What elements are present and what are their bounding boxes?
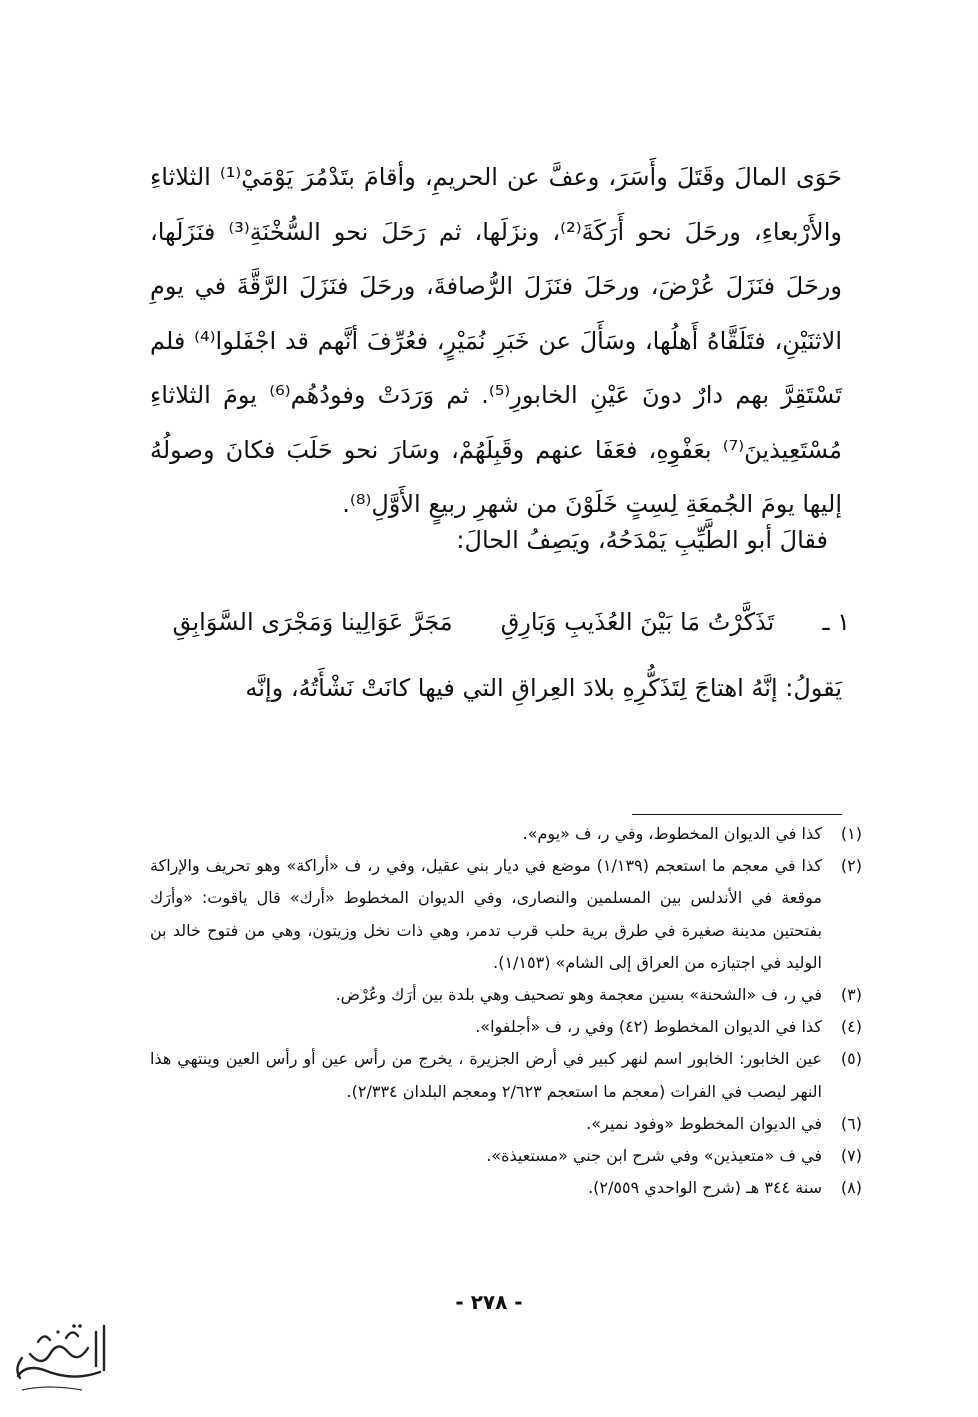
verse-introduction: فقالَ أبو الطَّيِّبِ يَمْدَحُهُ، ويَصِفُ الحالَ: (456, 526, 828, 554)
footnote-number: (٤) (840, 1017, 862, 1037)
footnote (150, 1108, 862, 1140)
footnote-number: (٥) (840, 1049, 862, 1069)
verse-number: ١ ـ (822, 608, 850, 636)
footnote (150, 1172, 862, 1204)
footnote (150, 818, 862, 850)
footnote-number: (٦) (840, 1113, 862, 1133)
footnote-text: في ف «متعيذين» وفي شرح ابن جني «مستعيذة». (486, 1146, 822, 1166)
footnote-number: (١) (840, 824, 862, 843)
footnote-text: كذا في الديوان المخطوط (٤٢) وفي ر، ف «أجلفوا». (475, 1017, 822, 1037)
footnote-text: عين الخابور: الخابور اسم لنهر كبير في أرض الجزيرة ، يخرج من رأس عين أو رأس العين وينتهي هذا النهر ليصب في الفرات (معجم ما استعجم ٢/٦٢٣ ومعجم البلدان ٢/٣٣٤). (150, 1049, 822, 1101)
verse-commentary: يَقولُ: إنَّهُ اهتاجَ لِتَذَكُّرِهِ بلادَ العِراقِ التي فيها كانَتْ نَشْأَتُهُ، وإنَّه (245, 674, 842, 702)
verse-first-hemistich: تَذَكَّرْتُ مَا بَيْنَ العُذَيبِ وَبَارِقِ (500, 608, 775, 636)
footnote-number: (٧) (840, 1146, 862, 1166)
footnote (150, 1043, 862, 1107)
page-number: - ٢٧٨ - (455, 1290, 523, 1314)
footnote-text: في ر، ف «الشحنة» بسين معجمة وهو تصحيف وهي بلدة بين أرَك وعُرْض. (335, 985, 822, 1005)
footnote-number: (٢) (840, 856, 862, 876)
footnote (150, 1011, 862, 1043)
footnote-text: كذا في معجم ما استعجم (١/١٣٩) موضع في ديار بني عقيل، وفي ر، ف «أراكة» وهو تحريف والإراكة موقعة في الأندلس بين المسلمين والنصارى، وفي الديوان المخطوط «أرك» قال ياقوت: «وأرَك بفتحتين مدينة صغيرة في طرق برية حلب قرب تدمر، وهي ذات نخل وزيتون، وهي من فتوح خالد بن الوليد في اجتيازه من العراق إلى الشام» (١/١٥٣). (150, 856, 823, 972)
verse-line (150, 608, 850, 636)
body-paragraph: حَوَى المالَ وقَتَلَ وأَسَرَ، وعفَّ عن الحريمِ، وأقامَ بتَدْمُرَ يَوْمَيْ⁽¹⁾ الثلاثاءِ والأَرْبعاءِ، ورحَلَ نحو أَرَكَةَ⁽²⁾، ونزَلَها، ثم رَحَلَ نحو السُّخْنَةِ⁽³⁾ فنَزَلَها، ورحَلَ فنَزَلَ عُرْضَ، ورحَلَ فنَزَلَ الرُّصافةَ، ورحَلَ فنَزَلَ الرَّقَّةَ في يومِ الاثنَيْنِ، فتَلَقَّاهُ أَهلُها، وسَأَلَ عن خَبَرِ نُمَيْرٍ، فعُرِّفَ أنَّهم قد اجْفَلوا⁽⁴⁾ فلم تَسْتَقِرَّ بهم دارٌ دونَ عَيْنِ الخابورِ⁽⁵⁾. ثم وَرَدَتْ وفودُهُم⁽⁶⁾ يومَ الثلاثاءِ مُسْتَعِيذينَ⁽⁷⁾ بعَفْوِهِ، فعَفَا عنهم وقَبِلَهُمْ، وسَارَ نحو حَلَبَ فكانَ وصولُهُ إليها يومَ الجُمعَةِ لِسِتٍ خَلَوْنَ من شهرِ ربيعٍ الأَوَّلِ⁽⁸⁾. (150, 163, 843, 518)
footnote (150, 850, 862, 979)
main-text (150, 150, 842, 532)
footnote (150, 979, 862, 1011)
verse-second-hemistich: مَجَرَّ عَوَالِينا وَمَجْرَى السَّوَابِقِ (172, 608, 453, 636)
footnote-number: (٨) (840, 1178, 862, 1198)
footnote-text: كذا في الديوان المخطوط، وفي ر، ف «يوم». (522, 824, 822, 843)
footnotes (150, 818, 862, 1204)
footnote-separator (632, 814, 842, 815)
footnote (150, 1140, 862, 1172)
footnote-text: في الديوان المخطوط «وفود نمير». (586, 1113, 822, 1133)
footnote-text: سنة ٣٤٤ هـ (شرح الواحدي ٢/٥٥٩). (588, 1178, 822, 1198)
footnote-number: (٣) (840, 985, 862, 1005)
calligraphy-stamp-logo (8, 1318, 113, 1400)
